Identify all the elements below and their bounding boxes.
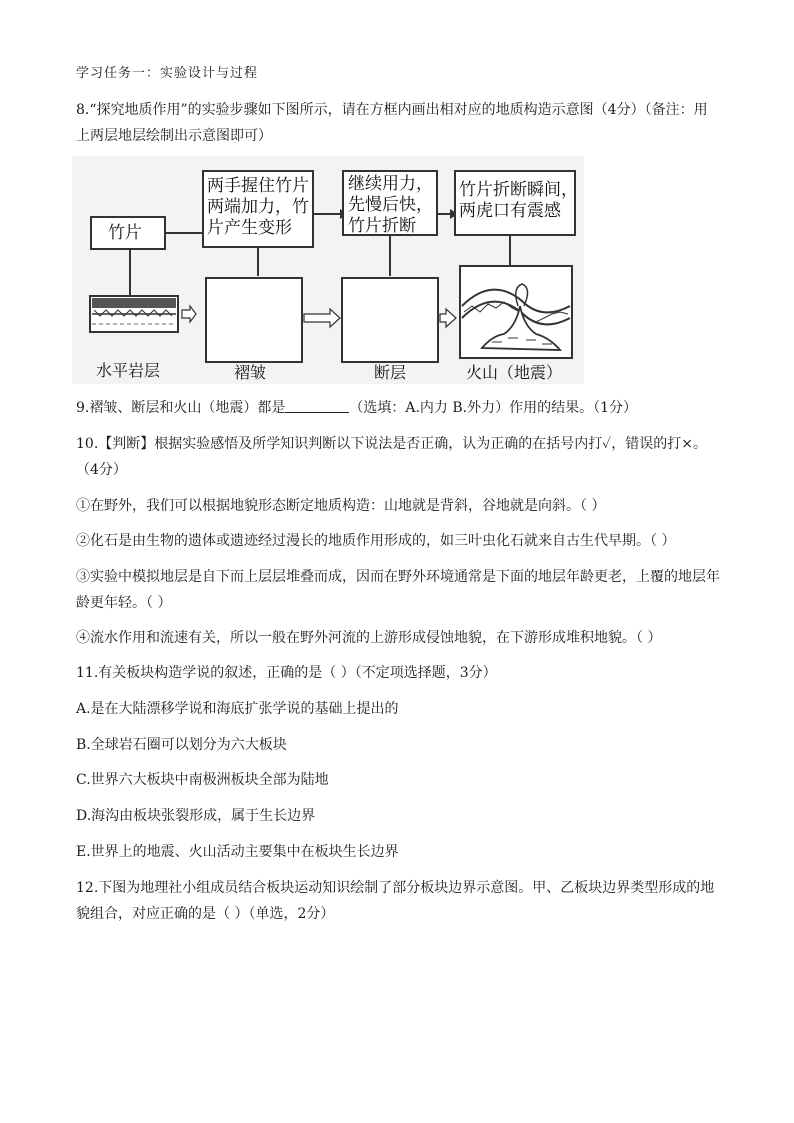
q10-line2: （4分）	[76, 462, 127, 478]
geology-experiment-figure	[72, 156, 584, 384]
caption-horizontal-strata: 水平岩层	[96, 361, 161, 380]
q11-option-e: E.世界上的地震、火山活动主要集中在板块生长边界	[76, 844, 399, 860]
q9-after: （选填：A.内力 B.外力）作用的结果。（1分）	[349, 400, 638, 416]
q11-stem: 11.有关板块构造学说的叙述，正确的是（ ）（不定项选择题，3分）	[76, 665, 497, 681]
q11-option-a: A.是在大陆漂移学说和海底扩张学说的基础上提出的	[76, 701, 399, 717]
q10-item3-line1: ③实验中模拟地层是自下而上层层堆叠而成，因而在野外环境通常是下面的地层年龄更老，上覆的地层年	[76, 569, 720, 585]
q10-item3-line2: 龄更年轻。（ ）	[76, 595, 172, 611]
q12-line1: 12.下图为地理社小组成员结合板块运动知识绘制了部分板块边界示意图。甲、乙板块边界类型形成的地	[76, 880, 715, 896]
q11-option-b: B.全球岩石圈可以划分为六大板块	[76, 737, 287, 753]
q9-before: 9.褶皱、断层和火山（地震）都是	[76, 400, 286, 416]
step1-label: 两手握住竹片 两端加力，竹 片产生变形	[207, 176, 309, 238]
section-title: 学习任务一：实验设计与过程	[76, 66, 259, 81]
q10-line1: 10.【判断】根据实验感悟及所学知识判断以下说法是否正确，认为正确的在括号内打✓，错误的打×。	[76, 436, 708, 452]
q10-item2: ②化石是由生物的遗体或遗迹经过漫长的地质作用形成的，如三叶虫化石就来自古生代早期。（ ）	[76, 533, 676, 549]
q10-item4: ④流水作用和流速有关，所以一般在野外河流的上游形成侵蚀地貌，在下游形成堆积地貌。（ ）	[76, 630, 662, 646]
q9	[76, 398, 637, 418]
caption-volcano: 火山（地震）	[466, 363, 563, 382]
q10-item1: ①在野外，我们可以根据地貌形态断定地质构造：山地就是背斜，谷地就是向斜。（ ）	[76, 498, 606, 514]
step3-label: 竹片折断瞬间， 两虎口有震感	[459, 180, 578, 221]
q12-line2: 貌组合，对应正确的是（ ）（单选，2分）	[76, 906, 335, 922]
step2-label: 继续用力， 先慢后快， 竹片折断	[348, 174, 433, 236]
caption-fold: 褶皱	[234, 363, 267, 382]
bamboo-label: 竹片	[108, 223, 142, 243]
q8-line2: 上两层地层绘制出示意图即可）	[76, 128, 272, 144]
q8-line1: 8.“探究地质作用”的实验步骤如下图所示，请在方框内画出相对应的地质构造示意图（4分）（备注：用	[76, 102, 708, 118]
q11-option-d: D.海沟由板块张裂形成，属于生长边界	[76, 808, 316, 824]
q9-answer-blank[interactable]	[285, 398, 349, 413]
caption-fault: 断层	[374, 363, 407, 382]
q11-option-c: C.世界六大板块中南极洲板块全部为陆地	[76, 772, 329, 788]
